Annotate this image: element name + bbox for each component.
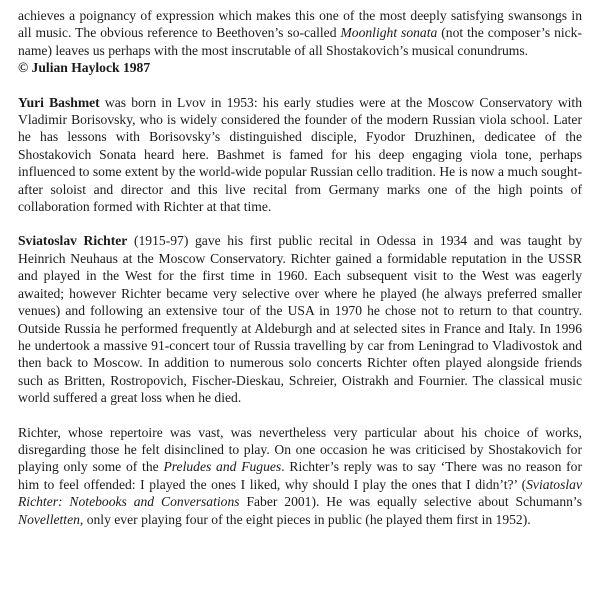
- bashmet-biography: [18, 94, 582, 216]
- liner-notes-page: [18, 7, 582, 528]
- richter-text: (1915-97) gave his first public recital in Odessa in 1934 and was taught by Heinrich Neuhaus at the Moscow Conservatory. Richter gained a formidable reputation in the USSR and played in the West for the first time in 1960. Each subsequent visit to the West was eagerly awaited; however Richter became very selective over where he played (he always preferred smaller venues) and following an extensive tour of the USA in 1970 he chose not to return to that country. Outside Russia he performed frequently at Aldeburgh and at selected sites in France and Italy. In 1996 he undertook a massive 91-concert tour of Russia travelling by car from Leningrad to Vladivostok and then back to Moscow. In addition to numerous solo concerts Richter often played alongside friends such as Britten, Rostropovich, Fischer-Dieskau, Schreier, Oistrakh and Fournier. The classical music world suffered a great loss when he died.: [18, 233, 582, 406]
- preludes-fugues-title: Preludes and Fugues: [163, 459, 282, 475]
- richter-repertoire: [18, 424, 582, 528]
- bashmet-text: was born in Lvov in 1953: his early studies were at the Moscow Conservatory with Vladimir Borisovsky, who is widely considered the founder of the modern Russian viola school. Later he has lessons with Borisovsky’s distinguished disciple, Fyodor Druzhinen, dedicatee of the Shostakovich Sonata heard here. Bashmet is famed for his deep engaging viola tone, perhaps influenced to some extent by the world-wide popular Russian cello tradition. He is now a much sought-after soloist and director and this live recital from Germany marks one of the high points of collaboration formed with Richter at that time.: [18, 94, 582, 215]
- repertoire-text: only ever playing four of the eight pieces in public (he played them first in 1952).: [83, 511, 531, 527]
- haylock-essay-ending: [18, 7, 582, 59]
- bashmet-name: Yuri Bashmet: [18, 94, 100, 110]
- richter-biography: [18, 232, 582, 406]
- copyright-credit: © Julian Haylock 1987: [18, 60, 151, 76]
- essay-text: (not the composer’s nick-name) leaves us perhaps with the most inscrutable of all Shostakovich’s musical conundrums.: [18, 25, 583, 58]
- richter-name: Sviatoslav Richter: [18, 233, 128, 249]
- moonlight-sonata-title: Moonlight sonata: [340, 25, 438, 41]
- novelletten-title: Novelletten,: [18, 511, 84, 527]
- essay-text: achieves a poignancy of expression which makes this one of the most deeply satisfying swansongs in all music. The obvious reference to Beethoven’s so-called: [18, 8, 582, 41]
- notebooks-book-title: Sviatoslav Richter: Notebooks and Conversations: [18, 476, 582, 510]
- repertoire-text: Richter, whose repertoire was vast, was nevertheless very particular about his choice of works, disregarding those he felt disinclined to play. On one occasion he was criticised by Shostakovich for playing only some of the: [18, 424, 582, 475]
- repertoire-text: . Richter’s reply was to say ‘There was no reason for him to feel offended: I played the ones I liked, why should I play the ones that I didn’t?’ (: [18, 459, 583, 492]
- repertoire-text: Faber 2001). He was equally selective about Schumann’s: [239, 494, 582, 510]
